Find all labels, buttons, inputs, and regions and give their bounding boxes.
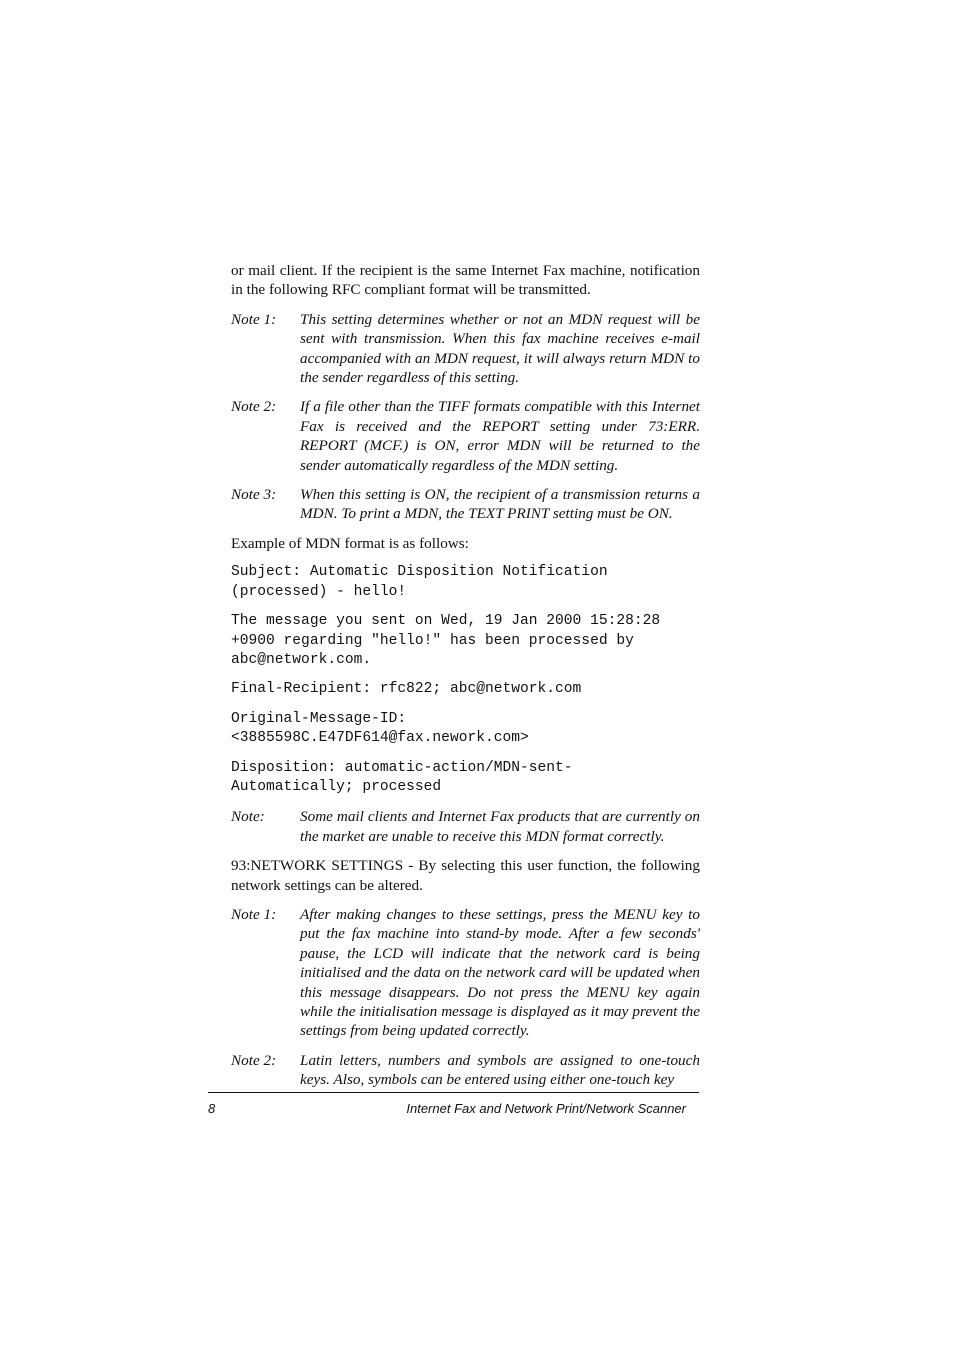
- example-heading: Example of MDN format is as follows:: [231, 534, 469, 552]
- page-body: [231, 261, 700, 1100]
- note-label: Note 2:: [231, 398, 277, 416]
- page-number: 8: [208, 1101, 216, 1116]
- note-mdn-3: [231, 485, 700, 524]
- note-mdn-2: [231, 397, 700, 475]
- note-text: Some mail clients and Internet Fax products that are currently on the market are unable to receive this MDN format correctly.: [300, 808, 700, 845]
- mdn-final-recipient: Final-Recipient: rfc822; abc@network.com: [231, 681, 582, 698]
- note-network-2: [231, 1051, 700, 1090]
- note-text: After making changes to these settings, press the MENU key to put the fax machine into stand-by mode. After a few seconds' pause, the LCD will indicate that the network card is being initialised and the data on the network card will be updated when this message disappears. Do not press the MENU key again while the initialisation message is displayed as it may prevent the settings from being updated correctly.: [300, 905, 700, 1040]
- footer-title: Internet Fax and Network Print/Network Scanner: [406, 1101, 686, 1116]
- note-label: Note 1:: [231, 310, 277, 328]
- note-label: Note 1:: [231, 905, 277, 923]
- note-mail-clients: [231, 807, 700, 846]
- note-text: This setting determines whether or not an MDN request will be sent with transmission. When this fax machine receives e-mail accompanied with an MDN request, it will always return MDN to the sender regardless of this setting.: [300, 310, 700, 387]
- note-mdn-1: [231, 310, 700, 388]
- mdn-subject-line: Subject: Automatic Disposition Notification (processed) - hello!: [231, 564, 608, 600]
- note-label: Note 3:: [231, 486, 277, 504]
- note-text: If a file other than the TIFF formats compatible with this Internet Fax is received and the REPORT setting under 73:ERR. REPORT (MCF.) is ON, error MDN will be returned to the sender automatically regardless of the MDN setting.: [300, 398, 700, 474]
- mdn-message-text: The message you sent on Wed, 19 Jan 2000 15:28:28 +0900 regarding "hello!" has been processed by abc@network.com.: [231, 613, 661, 668]
- mdn-original-message-id: Original-Message-ID: <3885598C.E47DF614@fax.nework.com>: [231, 710, 529, 747]
- footer-divider: [208, 1092, 699, 1093]
- intro-paragraph: or mail client. If the recipient is the same Internet Fax machine, notification in the following RFC compliant format will be transmitted.: [231, 262, 700, 299]
- note-network-1: [231, 905, 700, 1041]
- note-text: When this setting is ON, the recipient of a transmission returns a MDN. To print a MDN, the TEXT PRINT setting must be ON.: [300, 486, 700, 523]
- note-label: Note:: [231, 808, 265, 826]
- mdn-disposition: Disposition: automatic-action/MDN-sent- Automatically; processed: [231, 759, 573, 795]
- network-settings-paragraph: 93:NETWORK SETTINGS - By selecting this user function, the following network settings can be altered.: [231, 857, 700, 894]
- note-text: Latin letters, numbers and symbols are assigned to one-touch keys. Also, symbols can be entered using either one-touch key: [300, 1051, 700, 1089]
- note-label: Note 2:: [231, 1051, 277, 1069]
